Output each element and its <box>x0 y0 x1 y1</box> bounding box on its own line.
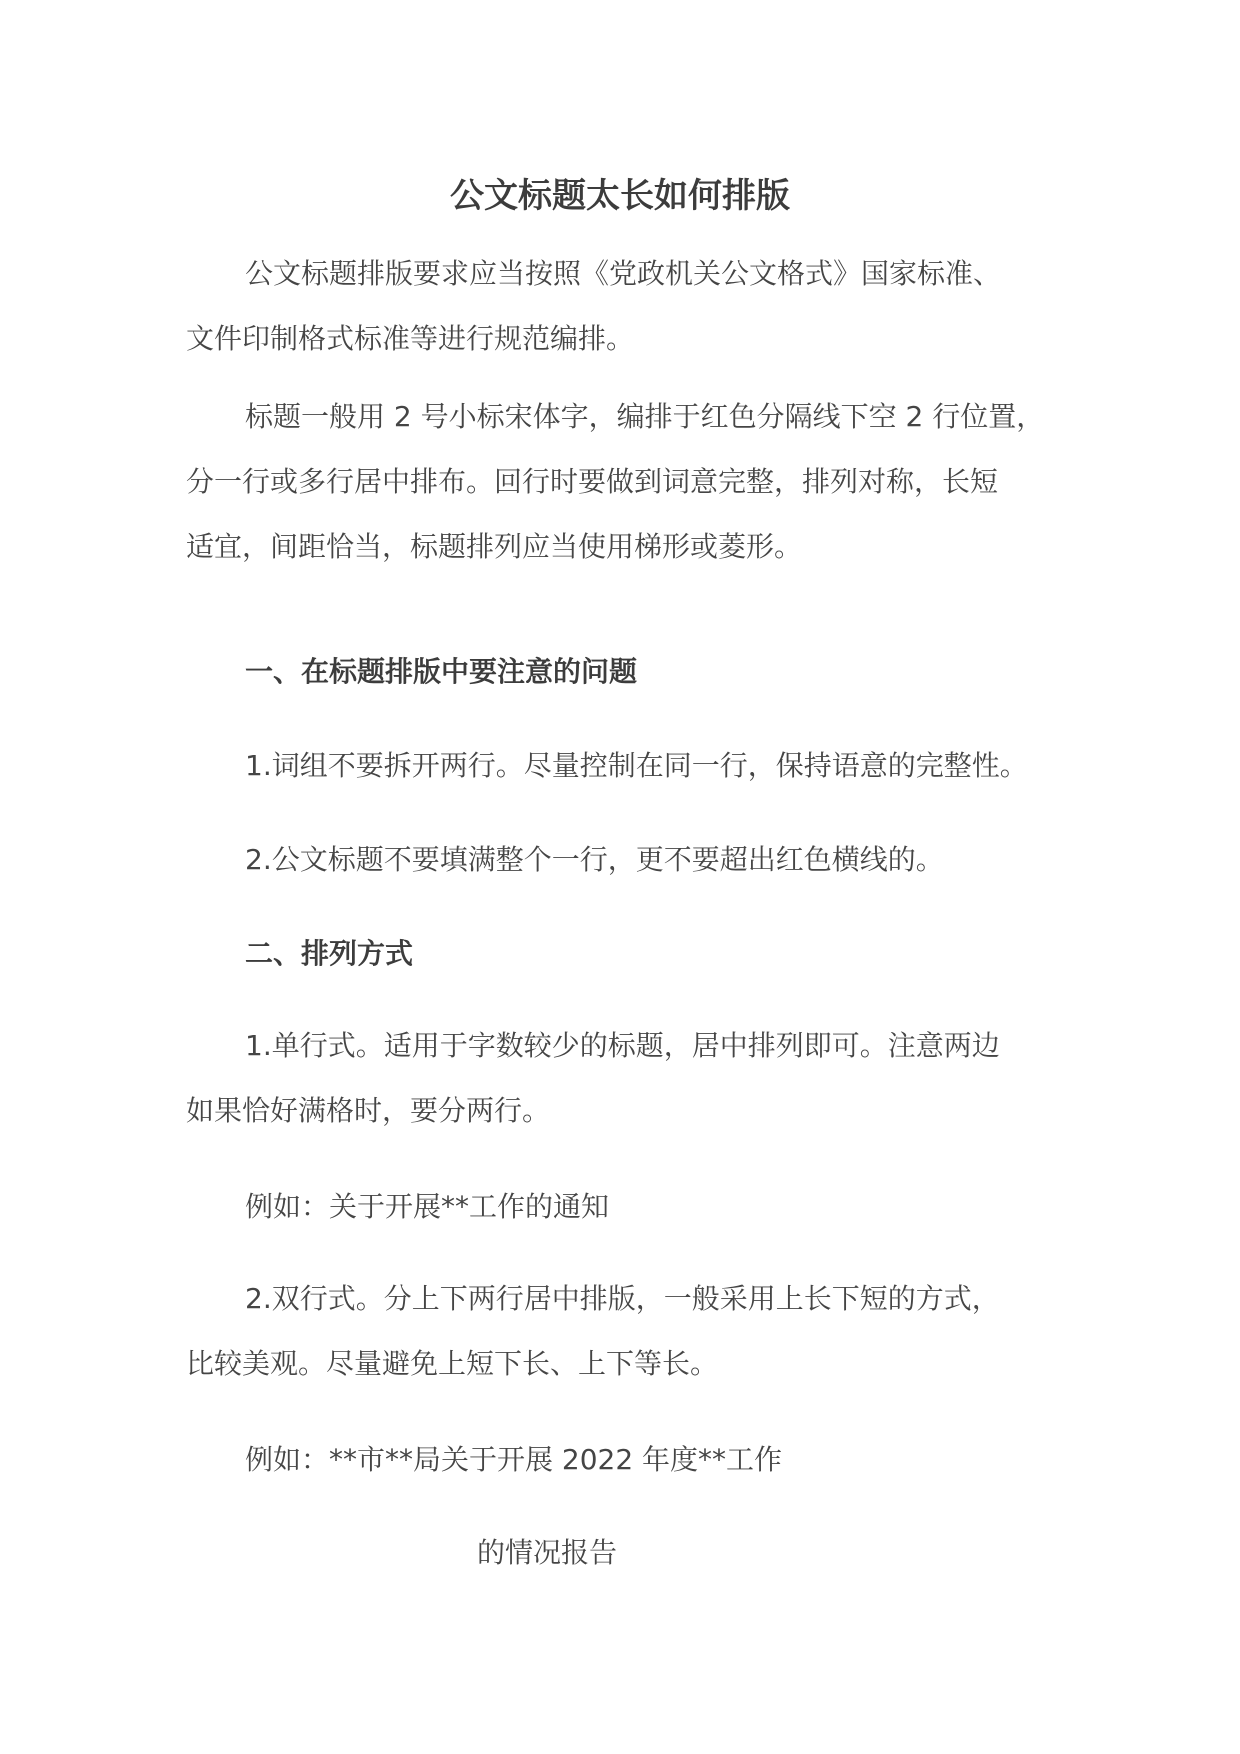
section-2-item-2-line-2: 比较美观。尽量避免上短下长、上下等长。 <box>186 1347 719 1380</box>
format-line-3: 适宜，间距恰当，标题排列应当使用梯形或菱形。 <box>186 530 803 563</box>
intro-line-1: 公文标题排版要求应当按照《党政机关公文格式》国家标准、 <box>245 257 1002 290</box>
section-1-item-2: 2.公文标题不要填满整个一行，更不要超出红色横线的。 <box>245 843 944 876</box>
intro-paragraph <box>186 241 1066 371</box>
format-paragraph <box>186 384 1066 579</box>
section-1-item-1: 1.词组不要拆开两行。尽量控制在同一行，保持语意的完整性。 <box>245 749 1028 782</box>
format-line-2: 分一行或多行居中排布。回行时要做到词意完整，排列对称，长短 <box>186 465 999 498</box>
document-title: 公文标题太长如何排版 <box>450 176 790 216</box>
example-1: 例如：关于开展**工作的通知 <box>245 1190 610 1223</box>
section-2-item-2 <box>186 1266 1066 1396</box>
format-line-1: 标题一般用 2 号小标宋体字，编排于红色分隔线下空 2 行位置， <box>245 400 1045 433</box>
section-2-heading: 二、排列方式 <box>245 937 414 970</box>
example-2-line-2: 的情况报告 <box>477 1536 618 1569</box>
section-2-item-1-line-2: 如果恰好满格时，要分两行。 <box>186 1094 551 1127</box>
section-2-item-1-line-1: 1.单行式。适用于字数较少的标题，居中排列即可。注意两边 <box>245 1029 1000 1062</box>
section-1-heading: 一、在标题排版中要注意的问题 <box>245 655 638 688</box>
intro-line-2: 文件印制格式标准等进行规范编排。 <box>186 322 635 355</box>
section-2-item-2-line-1: 2.双行式。分上下两行居中排版，一般采用上长下短的方式， <box>245 1282 1000 1315</box>
example-2-line-1: 例如：**市**局关于开展 2022 年度**工作 <box>245 1443 783 1476</box>
section-2-item-1 <box>186 1013 1066 1143</box>
